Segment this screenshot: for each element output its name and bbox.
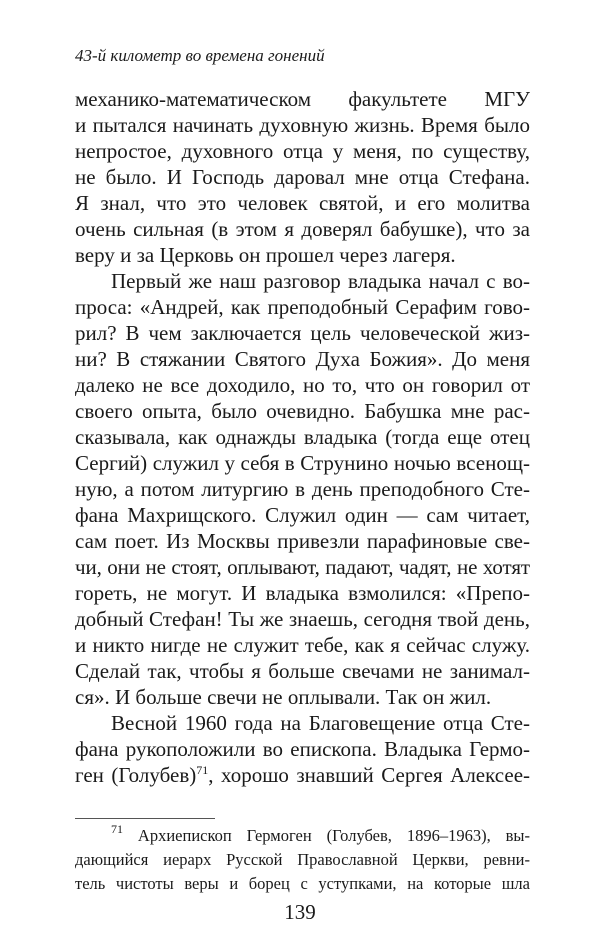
body-text — [75, 86, 530, 788]
text-fragment: , хорошо знавший Сергея Алексее- — [208, 763, 531, 787]
footnotes — [75, 824, 530, 896]
footnote-line: дающийся иерарх Русской Православной Церкви, ревни- — [75, 850, 530, 869]
text-fragment: ген (Голубев) — [75, 763, 197, 787]
text-line: фана Махрищского. Служил один — сам читает, — [75, 503, 530, 527]
text-line: и пытался начинать духовную жизнь. Время было — [75, 113, 530, 137]
text-line: проса: «Андрей, как преподобный Серафим гово- — [75, 295, 530, 319]
text-line: Первый же наш разговор владыка начал с во- — [111, 269, 530, 293]
text-line: и никто нигде не служит тебе, как я сейчас служу. — [75, 633, 530, 657]
text-line: рил? В чем заключается цель человеческой жиз- — [75, 321, 530, 345]
text-line: своего опыта, было очевидно. Бабушка мне рас- — [75, 399, 530, 423]
text-line: Весной 1960 года на Благовещение отца Сте- — [111, 711, 530, 735]
text-line: очень сильная (в этом я доверял бабушке), что за — [75, 217, 530, 241]
text-line: фана рукоположили во епископа. Владыка Гермо- — [75, 737, 530, 761]
footnote-reference: 71 — [196, 763, 209, 777]
page-number: 139 — [284, 900, 316, 924]
footnote-number: 71 — [111, 822, 123, 836]
text-line: непростое, духовного отца у меня, по существу, — [75, 139, 530, 163]
text-fragment: Архиепископ Гермоген (Голубев, 1896–1963), вы- — [123, 826, 530, 845]
text-line: Я знал, что это человек святой, и его молитва — [75, 191, 530, 215]
text-line: сам поет. Из Москвы привезли парафиновые све- — [75, 529, 530, 553]
footnote-line: тель чистоты веры и борец с уступками, на которые шла — [75, 874, 530, 893]
text-line: ную, а потом литургию в день преподобного Сте- — [75, 477, 530, 501]
text-line: далеко не все доходило, но то, что он говорил от — [75, 373, 530, 397]
text-line: добный Стефан! Ты же знаешь, сегодня твой день, — [75, 607, 530, 631]
text-line: сказывала, как однажды владыка (тогда еще отец — [75, 425, 530, 449]
running-header: 43-й километр во времена гонений — [75, 46, 325, 65]
text-line: механико-математическом факультете МГУ — [75, 87, 530, 111]
text-line: не было. И Господь даровал мне отца Стефана. — [75, 165, 530, 189]
text-line: ся». И больше свечи не оплывали. Так он жил. — [75, 685, 492, 709]
text-line — [75, 762, 530, 788]
text-line: ни? В стяжании Святого Духа Божия». До меня — [75, 347, 530, 371]
text-line: гореть, не могут. И владыка взмолился: «Препо- — [75, 581, 530, 605]
footnote-line — [75, 824, 530, 848]
footnote-divider — [75, 818, 215, 819]
text-line: веру и за Церковь он прошел через лагеря. — [75, 243, 456, 267]
text-line: Сергий) служил у себя в Струнино ночью всенощ- — [75, 451, 530, 475]
text-line: Сделай так, чтобы я больше свечами не занимал- — [75, 659, 530, 683]
text-line: чи, они не стоят, оплывают, падают, чадят, не хотят — [75, 555, 530, 579]
